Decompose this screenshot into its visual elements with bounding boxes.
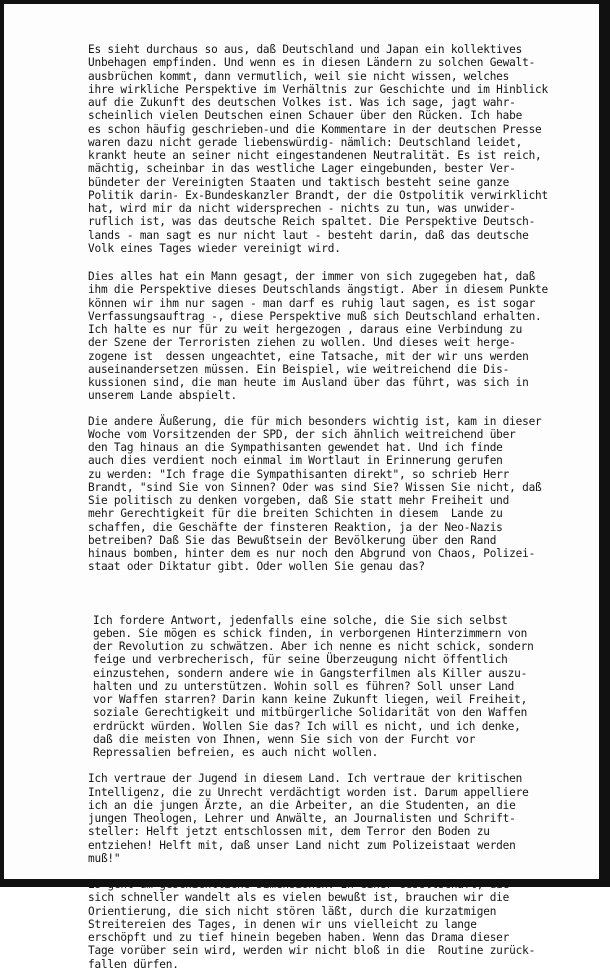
paragraph-spacer <box>88 403 568 415</box>
paragraph-3: Die andere Äußerung, die für mich besonders wichtig ist, kam in dieser Woche vom Vorsitzenden der SPD, der sich ähnlich weitreichend über den Tag hinaus an die Sympathisanten gewendet hat. Und ich finde auch dies verdient noch einmal im Wortlaut in Erinnerung gerufen zu werden: "Ich frage die Sympathisanten direkt", so schrieb Herr Brandt, "sind Sie von Sinnen? Oder was sind Sie? Wissen Sie nicht, daß Sie politisch zu denken vorgeben, daß Sie statt mehr Freiheit und mehr Gerechtigkeit für die breiten Schichten in diesem Lande zu schaffen, die Geschäfte der finsteren Reaktion, ja der Neo-Nazis betreiben? Daß Sie das Bewußtsein der Bevölkerung über den Rand hinaus bomben, hinter dem es nur noch den Abgrund von Chaos, Polizei- staat oder Diktatur gibt. Oder wollen Sie genau das? <box>88 414 542 574</box>
paragraph-6: Es geht um geschichtliche Dimensionen. In einer Gesellschaft, die sich schneller wandelt als es vielen bewußt ist, brauchen wir die Orientierung, die sich nicht stören läßt, durch die kurzatmigen Streitereien des Tages, in denen wir uns vielleicht zu lange erschöpft und zu tief hinein begeben haben. Wenn das Drama dieser Tage vorüber sein wird, werden wir nicht bloß in die Routine zurück- fallen dürfen. <box>88 878 536 971</box>
paragraph-spacer <box>88 574 568 614</box>
paragraph-spacer <box>88 255 568 270</box>
paragraph-2: Dies alles hat ein Mann gesagt, der immer von sich zugegeben hat, daß ihm die Perspektive dieses Deutschlands ängstigt. Aber in diesem Punkte können wir ihm nur sagen - man darf es ruhig laut sagen, es ist sogar Verfassungsauftrag -, diese Perspektive muß sich Deutschland erhalten. Ich halte es nur für zu weit hergezogen , daraus eine Verbindung zu der Szene der Terroristen ziehen zu wollen. Und dieses weit herge- zogene ist dessen ungeachtet, eine Tatsache, mit der wir uns werden auseinandersetzen müssen. Ein Beispiel, wie weitreichend die Dis- kussionen sind, die man heute im Ausland über das führt, was sich in unserem Lande abspielt. <box>88 270 549 403</box>
paragraph-spacer <box>88 865 568 878</box>
paragraph-5: Ich vertraue der Jugend in diesem Land. Ich vertraue der kritischen Intelligenz, die zu Unrecht verdächtigt worden ist. Darum appelliere ich an die jungen Ärzte, an die Arbeiter, an die Studenten, an die jungen Theologen, Lehrer und Anwälte, an Journalisten und Schrift- steller: Helft jetzt entschlossen mit, dem Terror den Boden zu entziehen! Helft mit, daß unser Land nicht zum Polizeistaat werden muß!" <box>88 772 529 865</box>
paragraph-4: Ich fordere Antwort, jedenfalls eine solche, die Sie sich selbst geben. Sie mögen es schick finden, in verborgenen Hinterzimmern von der Revolution zu schwätzen. Aber ich nenne es nicht schick, sondern feige und verbrecherisch, für seine Überzeugung nicht öffentlich einzustehen, sondern andere wie in Gangsterfilmen als Killer auszu- halten und zu unterstützen. Wohin soll es führen? Soll unser Land vor Waffen starren? Darin kann keine Zukunft liegen, weil Freiheit, soziale Gerechtigkeit und mitbürgerliche Solidarität von den Waffen erdrückt würden. Wollen Sie das? Ich will es nicht, und ich denke, daß die meisten von Ihnen, wenn Sie sich von der Furcht vor Repressalien befreien, es auch nicht wollen. <box>93 613 534 759</box>
typewritten-page <box>88 43 568 971</box>
paragraph-1: Es sieht durchaus so aus, daß Deutschland und Japan ein kollektives Unbehagen empfinden. Und wenn es in diesen Ländern zu solchen Gewalt- ausbrüchen kommt, dann vermutlich, weil sie nicht wissen, welches ihre wirkliche Perspektive im Verhältnis zur Geschichte und im Hinblick auf die Zukunft des deutschen Volkes ist. Was ich sage, jagt wahr- scheinlich vielen Deutschen einen Schauer über den Rücken. Ich habe es schon häufig geschrieben-und die Kommentare in der deutschen Presse waren dazu nicht gerade liebenswürdig- nämlich: Deutschland leidet, krankt heute an seiner nicht eingestandenen Neutralität. Es ist reich, mächtig, scheinbar in das westliche Lager eingebunden, bester Ver- bündeter der Vereinigten Staaten und taktisch besteht seine ganze Politik darin- Ex-Bundeskanzler Brandt, der die Ostpolitik verwirklicht hat, wird mir da nicht widersprechen - nichts zu tun, was unwider- ruflich ist, was das deutsche Reich spaltet. Die Perspektive Deutsch- lands - man sagt es nur nicht laut - besteht darin, daß das deutsche Volk eines Tages wieder vereinigt wird. <box>88 43 549 255</box>
paragraph-spacer <box>88 759 568 772</box>
